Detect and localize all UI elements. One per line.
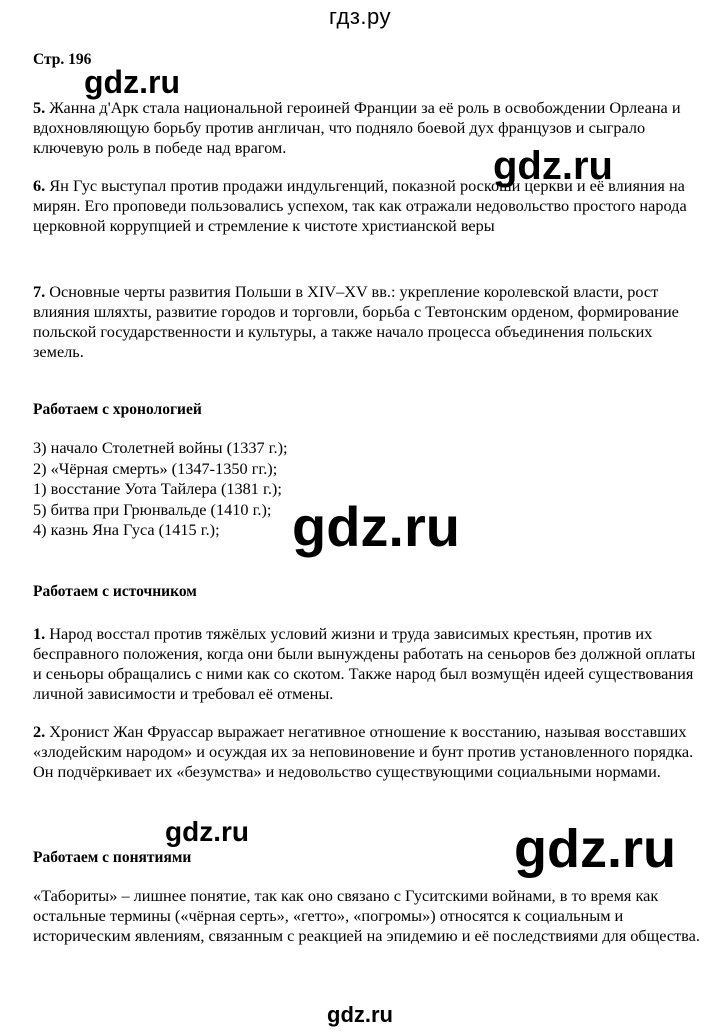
list-item: 4) казнь Яна Гуса (1415 г.); [33, 520, 220, 539]
answer-number: 1. [33, 624, 46, 643]
source-answer-2 [33, 722, 703, 782]
answer-number: 5. [33, 98, 46, 117]
concepts-answer: «Табориты» – лишнее понятие, так как оно связано с Гуситскими войнами, в то время как остальные термины («чёрная серть», «гетто», «погромы») относятся к социальным и историческим явлениям, связанным с реакцией на эпидемию и её последствиями для общества. [33, 886, 700, 945]
answer-7 [33, 282, 703, 362]
list-item: 3) начало Столетней войны (1337 г.); [33, 438, 288, 457]
watermark: gdz.ru [292, 495, 460, 558]
site-footer: gdz.ru [327, 1002, 393, 1027]
watermark: gdz.ru [84, 64, 180, 100]
watermark: gdz.ru [514, 819, 676, 879]
answer-number: 7. [33, 282, 46, 301]
list-item: 2) «Чёрная смерть» (1347-1350 гг.); [33, 458, 278, 478]
watermark: gdz.ru [165, 816, 249, 847]
answer-text: Ян Гус выступал против продажи индульгенций, показной роскоши церкви и её влияния на мирян. Его проповеди пользовались успехом, так как отражали недовольство простого народа церковной коррупцией и стремление к чистоте христианской веры [33, 176, 687, 235]
site-header: гдз.ру [328, 4, 392, 29]
answer-text: Народ восстал против тяжёлых условий жизни и труда зависимых крестьян, против их бесправного положения, когда они были вынуждены работать на сеньоров без должной оплаты и сеньоры обращались с ними как со скотом. Также народ был возмущён идеей существования личной зависимости и требовал её отмены. [33, 624, 696, 703]
list-item: 1) восстание Уота Тайлера (1381 г.); [33, 479, 282, 498]
answer-number: 6. [33, 176, 46, 195]
section-heading-source: Работаем с источником [33, 583, 197, 600]
answer-text: Жанна д'Арк стала национальной героиней Франции за её роль в освобождении Орлеана и вдохновляющую борьбу против англичан, что подняло боевой дух французов и сыграло ключевую роль в победе над врагом. [33, 98, 681, 157]
answer-text: Основные черты развития Польши в XIV–XV вв.: укрепление королевской власти, рост влияния шляхты, развитие городов и торговли, борьба с Тевтонским орденом, формирование польской государственности и культуры, а также начало процесса объединения польских земель. [33, 282, 679, 361]
watermark: gdz.ru [493, 144, 613, 188]
list-item: 5) битва при Грюнвальде (1410 г.); [33, 499, 272, 519]
section-heading-concepts: Работаем с понятиями [33, 849, 192, 866]
answer-number: 2. [33, 722, 46, 741]
source-answer-1 [33, 624, 703, 704]
section-heading-chronology: Работаем с хронологией [33, 401, 202, 418]
page-reference: Стр. 196 [33, 51, 92, 68]
answer-text: Хронист Жан Фруассар выражает негативное отношение к восстанию, называя восставших «злодейским народом» и осуждая их за неповиновение и бунт против установленного порядка. Он подчёркивает их «безумства» и недовольство существующими социальными нормами. [33, 722, 694, 781]
